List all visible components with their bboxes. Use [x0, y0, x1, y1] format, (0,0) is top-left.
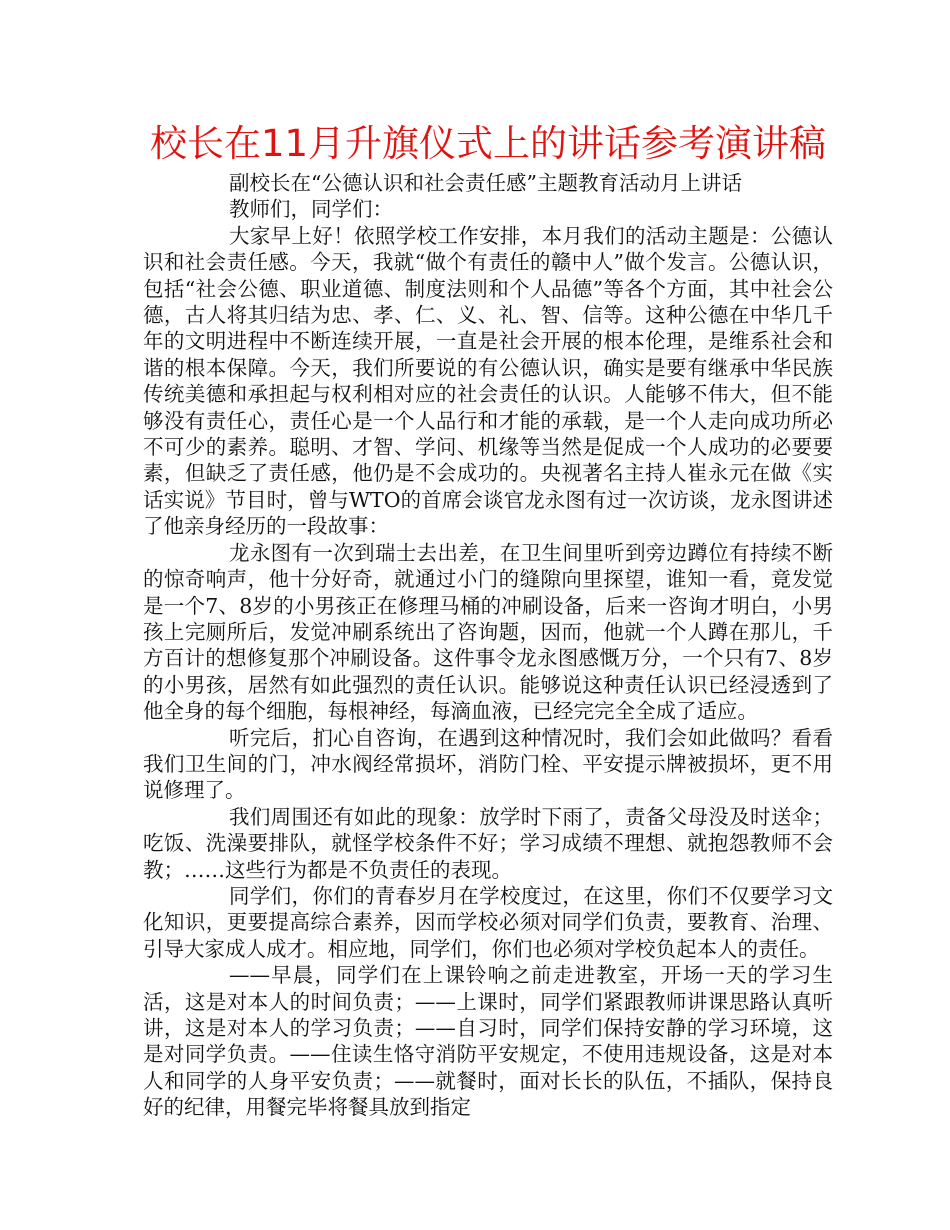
paragraph-responsibility: 同学们，你们的青春岁月在学校度过，在这里，你们不仅要学习文化知识，更要提高综合素养，因而学校必须对同学们负责，要教育、治理、引导大家成人成才。相应地，同学们，你们也必须对学校负起本人的责任。	[143, 883, 833, 961]
salutation: 教师们，同学们：	[229, 197, 393, 222]
paragraph-phenomena: 我们周围还有如此的现象：放学时下雨了，责备父母没及时送伞；吃饭、洗澡要排队，就怪学校条件不好；学习成绩不理想、就抱怨教师不会教；……这些行为都是不负责任的表现。	[143, 804, 833, 882]
paragraph-intro: 大家早上好！依照学校工作安排，本月我们的活动主题是：公德认识和社会责任感。今天，我就“做个有责任的赣中人”做个发言。公德认识，包括“社会公德、职业道德、制度法则和个人品德”等各个方面，其中社会公德，古人将其归结为忠、孝、仁、义、礼、智、信等。这种公德在中华几千年的文明进程中不断连续开展，一直是社会开展的根本伦理，是维系社会和谐的根本保障。今天，我们所要说的有公德认识，确实是要有继承中华民族传统美德和承担起与权利相对应的社会责任的认识。人能够不伟大，但不能够没有责任心，责任心是一个人品行和才能的承载，是一个人走向成功所必不可少的素养。聪明、才智、学问、机缘等当然是促成一个人成功的必要要素，但缺乏了责任感，他仍是不会成功的。央视著名主持人崔永元在做《实话实说》节目时，曾与WTO的首席会谈官龙永图有过一次访谈，龙永图讲述了他亲身经历的一段故事：	[143, 223, 833, 539]
document-page	[143, 118, 833, 1121]
subtitle-line: 副校长在“公德认识和社会责任感”主题教育活动月上讲话	[229, 171, 742, 195]
paragraph-reflection: 听完后，扪心自咨询，在遇到这种情况时，我们会如此做吗？看看我们卫生间的门，冲水阀经常损坏，消防门栓、平安提示牌被损坏，更不用说修理了。	[143, 725, 833, 803]
paragraph-examples: ——早晨，同学们在上课铃响之前走进教室，开场一天的学习生活，这是对本人的时间负责；——上课时，同学们紧跟教师讲课思路认真听讲，这是对本人的学习负责；——自习时，同学们保持安静的学习环境，这是对同学负责。——住读生恪守消防平安规定，不使用违规设备，这是对本人和同学的人身平安负责；——就餐时，面对长长的队伍，不插队，保持良好的纪律，用餐完毕将餐具放到指定	[143, 963, 833, 1120]
paragraph-story: 龙永图有一次到瑞士去出差，在卫生间里听到旁边蹲位有持续不断的惊奇响声，他十分好奇，就通过小门的缝隙向里探望，谁知一看，竟发觉是一个7、8岁的小男孩正在修理马桶的冲刷设备，后来一咨询才明白，小男孩上完厕所后，发觉冲刷系统出了咨询题，因而，他就一个人蹲在那儿，千方百计的想修复那个冲刷设备。这件事令龙永图感慨万分，一个只有7、8岁的小男孩，居然有如此强烈的责任认识。能够说这种责任认识已经浸透到了他全身的每个细胞，每根神经，每滴血液，已经完完全全成了适应。	[143, 540, 833, 724]
document-body	[143, 170, 833, 1121]
document-title: 校长在11月升旗仪式上的讲话参考演讲稿	[149, 122, 827, 165]
